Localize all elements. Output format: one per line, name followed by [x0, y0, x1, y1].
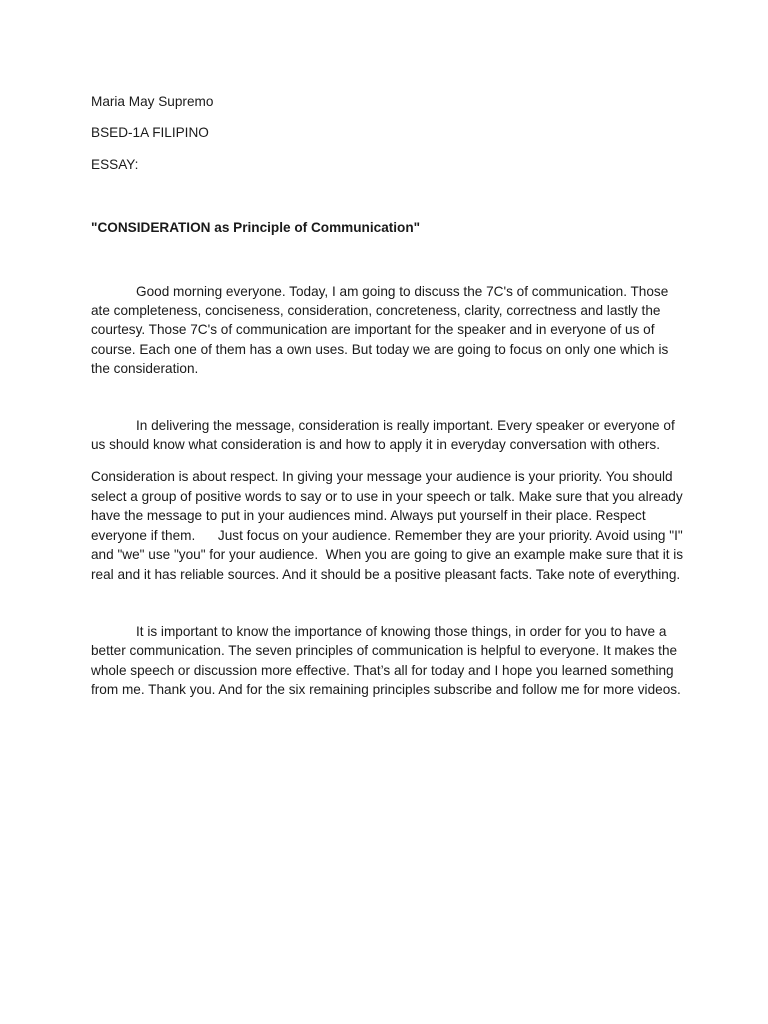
document-type-label: ESSAY:: [91, 156, 139, 172]
paragraph-delivering-message: In delivering the message, consideration is really important. Every speaker or everyone of us should know what consideration is and how to apply it in everyday conversation with others.: [91, 417, 675, 453]
paragraph-consideration-respect: Consideration is about respect. In giving your message your audience is your priority. You should select a group of positive words to say or to use in your speech or talk. Make sure that you already have the message to put in your audiences mind. Always put yourself in their place. Respect everyone if them. Just focus on your audience. Remember they are your priority. Avoid using "I" and "we" use "you" for your audience. When you are going to give an example make sure that it is real and it has reliable sources. And it should be a positive pleasant facts. Take note of everything.: [91, 469, 687, 582]
author-name: Maria May Supremo: [91, 94, 214, 109]
essay-title: "CONSIDERATION as Principle of Communication": [91, 220, 421, 236]
course-label: BSED-1A FILIPINO: [91, 125, 209, 141]
paragraph-intro: Good morning everyone. Today, I am going to discuss the 7C's of communication. Those ate completeness, conciseness, consideration, concreteness, clarity, correctness and lastly the courtesy. Those 7C's of communication are important for the speaker and in everyone of us of course. Each one of them has a own uses. But today we are going to focus on only one which is the consideration.: [91, 283, 669, 377]
paragraph-conclusion: It is important to know the importance of knowing those things, in order for you to have a better communication. The seven principles of communication is helpful to everyone. It makes the whole speech or discussion more effective. That’s all for today and I hope you learned something from me. Thank you. And for the six remaining principles subscribe and follow me for more videos.: [91, 623, 681, 698]
document-body: [91, 92, 685, 700]
